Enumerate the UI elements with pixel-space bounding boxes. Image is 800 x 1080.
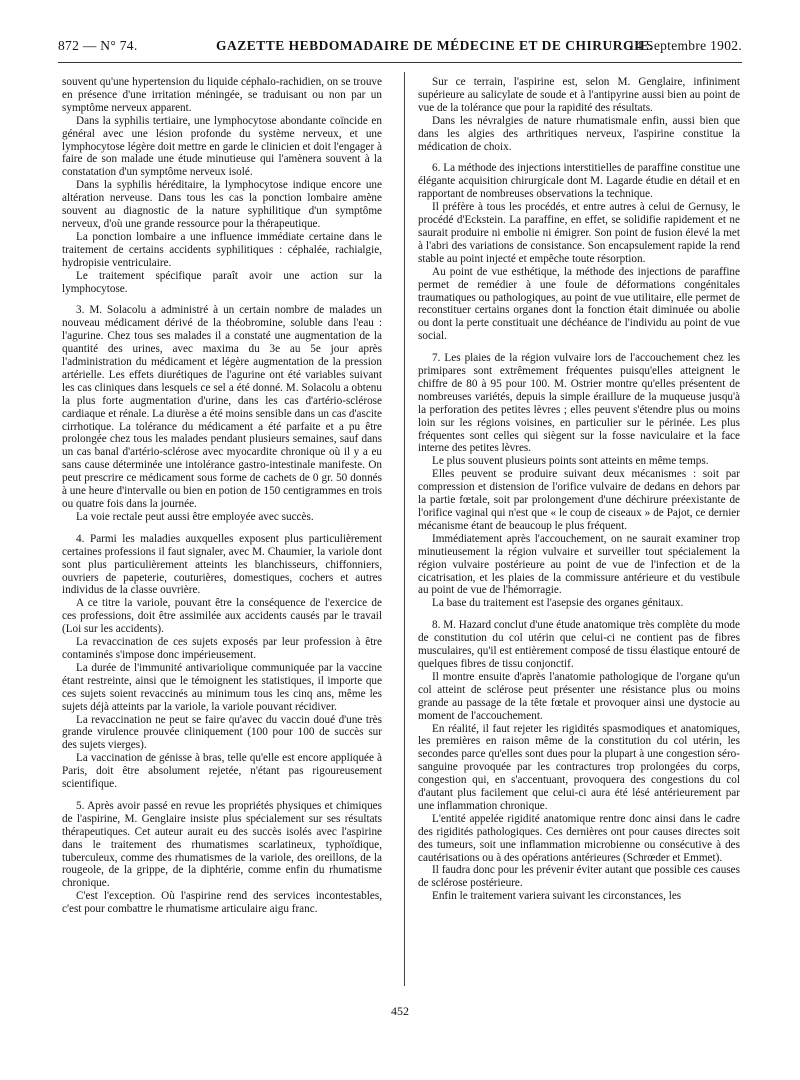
paragraph: La base du traitement est l'asepsie des organes génitaux.	[432, 597, 684, 610]
paragraph: Immédiatement après l'accouchement, on ne saurait examiner trop minutieusement la région vulvaire et surveiller tout spécialement la région vulvaire postérieure au point de vue de l'infection et de la cicatrisation, et les plaies de la commissure antérieure et du vestibule au point de vue de l'hémorragie.	[418, 532, 740, 597]
paragraph: 4. Parmi les maladies auxquelles exposent plus particulièrement certaines professions il faut signaler, avec M. Chaumier, la variole dont sont plus particulièrement atteints les blanchisseurs, chiffonniers, ouvriers de papeterie, couturières, domestiques, cochers et autres individus de la classe ouvrière.	[62, 532, 382, 597]
left-column	[62, 76, 382, 916]
paragraph: Enfin le traitement variera suivant les circonstances, les	[432, 890, 682, 903]
paragraph: 3. M. Solacolu a administré à un certain nombre de malades un nouveau médicament dérivé de la théobromine, soluble dans l'eau : l'agurine. Chez tous ses malades il a constaté une augmentation de la quantité des urines, avec maxima du 3e au 5e jour après l'administration du médicament et légère augmentation de la pression artérielle. Les effets diurétiques de l'agurine ont été variables suivant les cas cliniques dans lesquels ce sel a été donné. M. Solacolu a obtenu la plus forte augmentation d'urine, dans les cas d'artério-sclérose cardiaque et rénale. La diurèse a été moins sensible dans un cas d'ascite cirrhotique. La tolérance du médicament a été parfaite et a pu être prolongée chez tous les malades pendant plusieurs semaines, sauf dans un cas banal d'artério-sclérose avec myocardite chronique où il y a eu sans cause déterminée une intolérance gastro-intestinale manifeste. On peut prescrire ce médicament sous forme de cachets de 0 gr. 50 donnés à une heure d'intervalle ou bien en potion de 150 centigrammes en trois ou quatre fois dans la journée.	[62, 304, 382, 510]
paragraph: 7. Les plaies de la région vulvaire lors de l'accouchement chez les primipares sont extrêmement fréquentes puisqu'elles atteignent le chiffre de 80 à 95 pour 100. M. Ostrier montre qu'elles présentent de nombreuses variétés, depuis la simple éraillure de la muqueuse jusqu'à la perforation des petites lèvres ; elles peuvent s'étendre plus ou moins loin sur les régions voisines, en particulier sur le périnée. Les plus fréquentes sont celles qui siègent sur la fosse naviculaire et la face interne des petites lèvres.	[418, 352, 740, 455]
paragraph: A ce titre la variole, pouvant être la conséquence de l'exercice de ces professions, doit être assimilée aux accidents causés par le travail (Loi sur les accidents).	[62, 597, 382, 636]
paragraph: La vaccination de génisse à bras, telle qu'elle est encore appliquée à Paris, doit être absolument rejetée, n'étant pas rigoureusement scientifique.	[62, 752, 382, 791]
paragraph: Il faudra donc pour les prévenir éviter autant que possible ces causes de sclérose postérieure.	[418, 864, 740, 890]
right-column	[418, 76, 740, 903]
paragraph: La voie rectale peut aussi être employée avec succès.	[76, 510, 314, 523]
header-rule	[58, 62, 742, 63]
paragraph: Il préfère à tous les procédés, et entre autres à celui de Gernusy, le procédé d'Eckstein. La paraffine, en effet, se solidifie rapidement et ne saurait produire ni embolie ni émigrer. Son point de fusion élevé la met à l'abri des variations de consistance. Son encapsulement rapide la rend stable au point injecté et empêche toute résorption.	[418, 201, 740, 265]
page-number-footer: 452	[391, 1004, 409, 1018]
header-date: 14 Septembre 1902.	[628, 38, 742, 53]
column-divider	[404, 72, 405, 986]
paragraph: 5. Après avoir passé en revue les propriétés physiques et chimiques de l'aspirine, M. Genglaire insiste plus spécialement sur ses résultats thérapeutiques. Cet auteur aurait eu des succès isolés avec l'aspirine dans le traitement des rhumatismes scarlatineux, typhoïdique, tuberculeux, comme des rhumatismes de la variole, des oreillons, de la rougeole, de la grippe, de la diphtérie, comme enfin du rhumatisme chronique.	[62, 799, 382, 890]
page-header	[58, 38, 742, 58]
paragraph: souvent qu'une hypertension du liquide céphalo-rachidien, on se trouve en présence d'une irritation méningée, se traduisant ou non par un symptôme nerveux apparent.	[62, 76, 382, 114]
paragraph: La ponction lombaire a une influence immédiate certaine dans le traitement de certains accidents syphilitiques : céphalée, rachialgie, hydropisie ventriculaire.	[62, 230, 382, 269]
header-journal-title: GAZETTE HEBDOMADAIRE DE MÉDECINE ET DE CHIRURGIE.	[216, 38, 654, 53]
paragraph: 8. M. Hazard conclut d'une étude anatomique très complète du mode de constitution du col utérin que celui-ci ne contient pas de fibres musculaires, qu'il est entièrement composé de tissu élastique entouré de quelques fibres de tissu conjonctif.	[418, 619, 740, 670]
paragraph: Le plus souvent plusieurs points sont atteints en même temps.	[432, 455, 709, 468]
paragraph: Il montre ensuite d'après l'anatomie pathologique de l'organe qu'un col atteint de sclérose peut présenter une résistance plus ou moins grande au passage de la tête fœtale et provoquer ainsi une dystocie au moment de l'accouchement.	[418, 670, 740, 722]
paragraph: C'est l'exception. Où l'aspirine rend des services incontestables, c'est pour combattre le rhumatisme articulaire aigu franc.	[62, 890, 382, 916]
paragraph: Elles peuvent se produire suivant deux mécanismes : soit par compression et distension de l'orifice vulvaire de dedans en dehors par la partie fœtale, soit par prolongement d'une déchirure préexistante de l'orifice vaginal qui n'est que « le coup de ciseaux » de Pajot, ce dernier mécanisme étant de beaucoup le plus fréquent.	[418, 468, 740, 532]
paragraph: L'entité appelée rigidité anatomique rentre donc ainsi dans le cadre des rigidités pathologiques. Ces dernières ont pour causes directes soit des tumeurs, soit une inflammation microbienne ou consécutive à des cautérisations ou à des opérations antérieures (Schrœder et Emmet).	[418, 812, 740, 864]
paragraph: Le traitement spécifique paraît avoir une action sur la lymphocytose.	[62, 269, 382, 295]
paragraph: Dans les névralgies de nature rhumatismale enfin, aussi bien que dans les algies des arthritiques nerveux, l'aspirine constitue la médication de choix.	[418, 114, 740, 153]
paragraph: En réalité, il faut rejeter les rigidités spasmodiques et anatomiques, les premières en raison même de la constitution du col utérin, les secondes parce qu'elles sont dues pour la plupart à une congestion séro-sanguine provoquée par les contractures trop prolongées du corps, congestion qui, en s'accentuant, provoquera des congestions du col d'autant plus facilement que celui-ci aura été lésé antérieurement par une inflammation chronique.	[418, 722, 740, 812]
paragraph: 6. La méthode des injections interstitielles de paraffine constitue une élégante acquisition chirurgicale dont M. Lagarde étudie en détail et en rapportant de nombreuses observations la technique.	[418, 162, 740, 201]
paragraph: Sur ce terrain, l'aspirine est, selon M. Genglaire, infiniment supérieure au salicylate de soude et à l'antipyrine aussi bien au point de vue de la tolérance que pour la rapidité des résultats.	[418, 76, 740, 114]
paragraph: Dans la syphilis tertiaire, une lymphocytose abondante coïncide en général avec une lésion profonde du système nerveux, et une lymphocytose légère doit mettre en garde le clinicien et doit l'engager à faire de son malade une étude minutieuse qui l'amènera souvent à la constatation d'un symptôme nerveux isolé.	[62, 114, 382, 179]
paragraph: La revaccination ne peut se faire qu'avec du vaccin doué d'une très grande virulence prouvée cliniquement (100 pour 100 de succès sur des sujets vierges).	[62, 713, 382, 752]
paragraph: La revaccination de ces sujets exposés par leur profession à être contaminés s'impose donc impérieusement.	[62, 636, 382, 661]
paragraph: La durée de l'immunité antivariolique communiquée par la vaccine étant restreinte, ainsi que le témoignent les statistiques, il importe que ces sujets soient revaccinés au minimum tous les cinq ans, même les sujets déjà atteints par la variole, la variole pouvant récidiver.	[62, 661, 382, 713]
header-issue-number: 872 — N° 74.	[58, 38, 138, 53]
paragraph: Au point de vue esthétique, la méthode des injections de paraffine permet de remédier à une foule de déformations congénitales traumatiques ou pathologiques, au point de vue utilitaire, elle permet de reconstituer certains organes dont la fonction était diminuée ou abolie ou dont la perte constituait une déchéance de l'individu au point de vue social.	[418, 265, 740, 343]
paragraph: Dans la syphilis héréditaire, la lymphocytose indique encore une altération nerveuse. Dans tous les cas la ponction lombaire amène souvent au diagnostic de la nature syphilitique d'un symptôme nerveux, d'où une grande ressource pour la thérapeutique.	[62, 179, 382, 230]
